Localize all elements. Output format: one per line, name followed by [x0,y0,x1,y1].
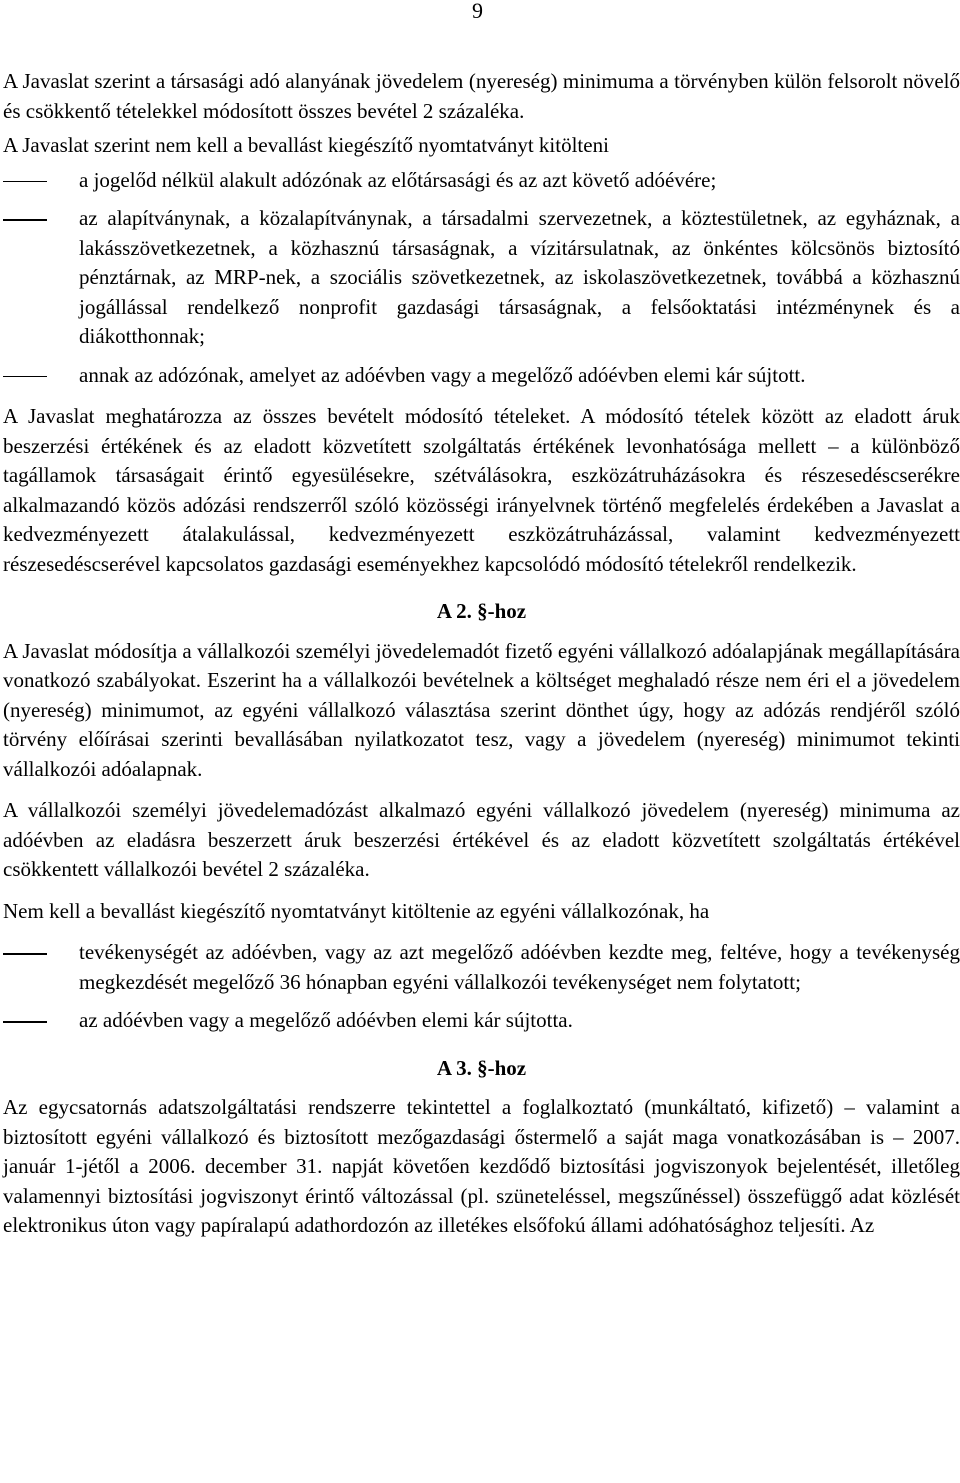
list-item-text: tevékenységét az adóévben, vagy az azt megelőző adóévben kezdte meg, feltéve, hogy a tevékenység megkezdését megelőző 36 hónapban egyéni vállalkozói tevékenységet nem folytatott; [79,940,960,994]
list-item-text: annak az adózónak, amelyet az adóévben vagy a megelőző adóévben elemi kár sújtott. [79,362,806,387]
list-item [3,938,960,997]
paragraph-3: A Javaslat meghatározza az összes bevételt módosító tételeket. A módosító tételek között az eladott áruk beszerzési értékének és az eladott közvetített szolgáltatás értékének levonhatósága mellett – a különböző tagállamok társaságait érintő egyesülésekre, szétválásokra, eszközátruházásokra és részesedéscserékre alkalmazandó közös adózási rendszerről szóló közösségi irányelvnek történő megfelelés érdekében a Javaslat a kedvezményezett átalakulással, kedvezményezett eszközátruházással, valamint kedvezményezett részesedéscserével kapcsolatos gazdasági eseményekhez kapcsolódó módosító tételekről rendelkezik. [3,404,960,576]
list-item-text: az adóévben vagy a megelőző adóévben elemi kár sújtotta. [79,1008,573,1032]
paragraph-4: A Javaslat módosítja a vállalkozói személyi jövedelemadót fizető egyéni vállalkozó adóalapjának megállapítására vonatkozó szabályokat. Eszerint ha a vállalkozói bevételnek a költséget meghaladó része nem éri el a jövedelem (nyereség) minimumot, az egyéni vállalkozó választása szerint dönthet úgy, hogy az adózás rendjéről szóló törvény előírásai szerinti bevallásában nyilatkozatot tesz, vagy a jövedelem (nyereség) minimumot tekinti vállalkozói adóalapnak. [3,638,960,781]
page-number: 9 [472,0,483,23]
list-item-text: az alapítványnak, a közalapítványnak, a társadalmi szervezetnek, a köztestületnek, az egyháznak, a lakásszövetkezetnek, a közhasznú társaságnak, a vízitársulatnak, az önkéntes kölcsönös biztosító pénztárnak, az MRP-nek, a szociális szövetkezetnek, az iskolaszövetkezetnek, továbbá a közhasznú jogállással rendelkező nonprofit gazdasági társaságnak, a felsőoktatási intézménynek és a diákotthonnak; [79,206,960,348]
paragraph-5: A vállalkozói személyi jövedelemadózást alkalmazó egyéni vállalkozó jövedelem (nyereség) minimuma az adóévben az eladásra beszerzett áruk beszerzési értékével és az eladott közvetített szolgáltatás értékével csökkentett vállalkozói bevétel 2 százaléka. [3,798,960,881]
document-body [3,67,960,1253]
section-heading-2: A 2. §-hoz [436,599,527,623]
list-item [3,166,960,196]
exemption-list-2 [3,938,960,1036]
paragraph-6: Nem kell a bevallást kiegészítő nyomtatványt kitöltenie az egyéni vállalkozónak, ha [3,898,710,923]
list-item [3,1006,960,1036]
list-item [3,204,960,352]
paragraph-1: A Javaslat szerint a társasági adó alanyának jövedelem (nyereség) minimuma a törvényben külön felsorolt növelő és csökkentő tételekkel módosított összes bevétel 2 százaléka. [3,69,960,123]
list-item-text: a jogelőd nélkül alakult adózónak az előtársasági és az azt követő adóévére; [79,167,717,192]
paragraph-7: Az egycsatornás adatszolgáltatási rendszerre tekintettel a foglalkoztató (munkáltató, kifizető) – valamint a biztosított egyéni vállalkozó és biztosított mezőgazdasági őstermelő a saját maga vonatkozásában is – 2007. január 1-jétől a 2006. december 31. napját követően kezdődő biztosítási jogviszonyok bejelentését, illetőleg valamennyi biztosítási jogviszonyt érintő változással (pl. szüneteléssel, megszűnéssel) összefüggő adat közlését elektronikus úton vagy papíralapú adathordozón az illetékes elsőfokú állami adóhatósághoz teljesíti. Az [3,1095,960,1237]
paragraph-2: A Javaslat szerint nem kell a bevallást kiegészítő nyomtatványt kitölteni [3,133,609,157]
exemption-list-1 [3,166,960,391]
section-heading-3: A 3. §-hoz [436,1055,527,1080]
list-item [3,361,960,391]
